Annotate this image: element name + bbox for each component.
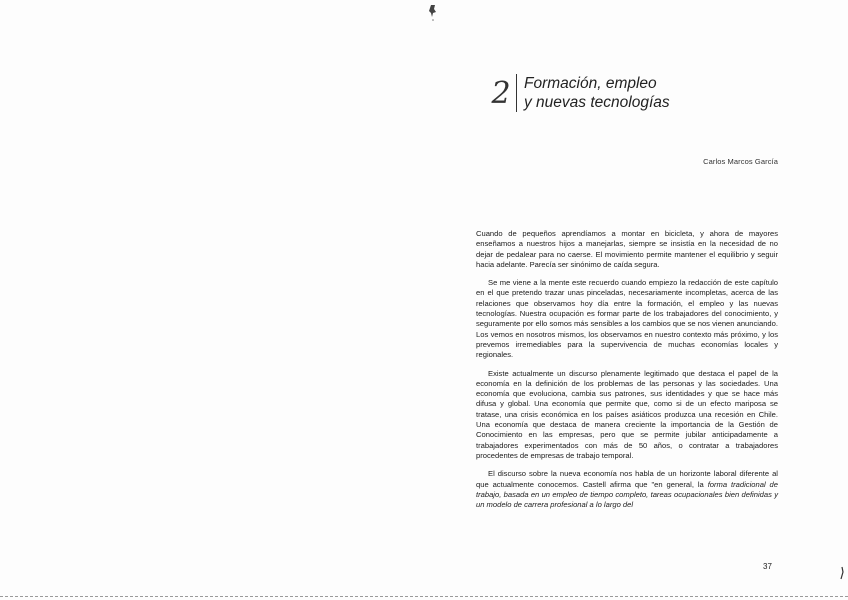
paragraph-4-quote: forma tradicional de trabajo, basada en un empleo de tiempo completo, tareas ocupacionales bien definidas y un modelo de carrera profesional a lo largo del bbox=[476, 479, 778, 510]
page-bottom-edge bbox=[0, 596, 848, 597]
edge-mark bbox=[838, 566, 846, 580]
chapter-number: 2 bbox=[491, 76, 511, 111]
paragraph-3: Existe actualmente un discurso plenamente legitimado que destaca el papel de la economía en la definición de los problemas de las personas y las sociedades. Una economía que evoluciona, cambia sus patrones, sus identidades y que se hace más difusa y global. Una economía que permite que, como si de un efecto mariposa se tratase, una crisis económica en los países asiáticos produzca una recesión en Chile. Una economía que destaca de manera creciente la importancia de la Gestión de Conocimiento en las empresas, pero que se permite jubilar anticipadamente a trabajadores experimentados con más de 50 años, o contratar a trabajadores procedentes de empresas de trabajo temporal. bbox=[476, 368, 778, 460]
paragraph-4 bbox=[476, 469, 778, 510]
chapter-title bbox=[524, 74, 804, 112]
chapter-title-line-1: Formación, empleo bbox=[524, 75, 657, 92]
author-name: Carlos Marcos García bbox=[703, 157, 778, 166]
page-number: 37 bbox=[763, 562, 772, 571]
paragraph-4-text: El discurso sobre la nueva economía nos habla de un horizonte laboral diferente al que actualmente conocemos. Castell afirma que "en general, la bbox=[476, 469, 778, 489]
chapter-title-line-2: y nuevas tecnologías bbox=[524, 94, 670, 111]
chapter-body bbox=[476, 229, 778, 518]
chapter-divider bbox=[516, 74, 517, 112]
paragraph-1: Cuando de pequeños aprendíamos a montar en bicicleta, y ahora de mayores enseñamos a nuestros hijos a manejarlas, siempre se insistía en la necesidad de no dejar de pedalear para no caerse. El movimiento permite mantener el equilibrio y seguir hacia adelante. Parecía ser sinónimo de caída segura. bbox=[476, 229, 778, 269]
ink-speck-mark bbox=[428, 4, 438, 22]
paragraph-2: Se me viene a la mente este recuerdo cuando empiezo la redacción de este capítulo en el que pretendo trazar unas pinceladas, necesariamente incompletas, acerca de las relaciones que observamos hoy día entre la formación, el empleo y las nuevas tecnologías. Nuestra ocupación es formar parte de los trabajadores del conocimiento, y seguramente por ello somos más sensibles a los cambios que se nos vienen anunciando. Los vemos en nosotros mismos, los observamos en nuestro contexto más próximo, y los prevemos irremediables para la supervivencia de muchas economías locales y regionales. bbox=[476, 278, 778, 360]
